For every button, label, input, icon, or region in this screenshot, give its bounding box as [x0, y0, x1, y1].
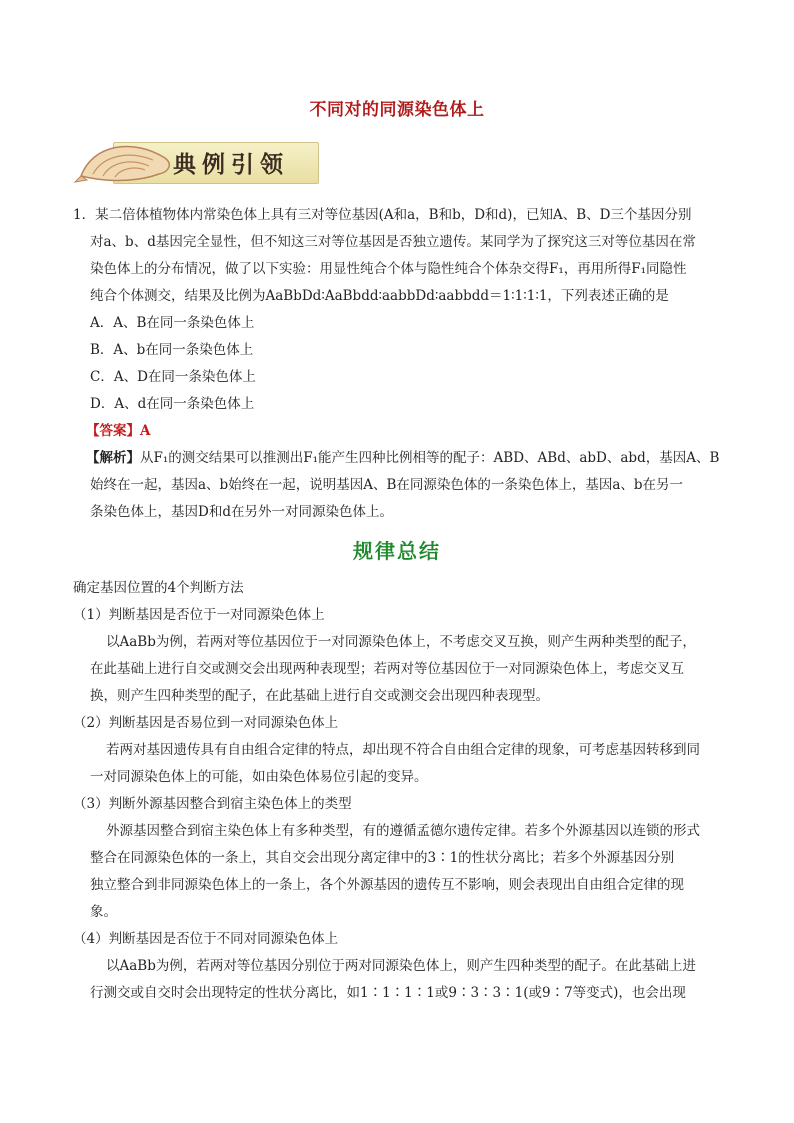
answer-line — [86, 421, 150, 441]
method-3-line-1: 外源基因整合到宿主染色体上有多种类型，有的遵循孟德尔遗传定律。若多个外源基因以连锁的形式 — [106, 823, 700, 839]
method-3-line-4: 象。 — [90, 904, 117, 920]
option-c: C．A、D在同一条染色体上 — [90, 369, 256, 385]
method-3-line-2: 整合在同源染色体的一条上，其自交会出现分离定律中的3∶1的性状分离比；若多个外源基因分别 — [90, 850, 675, 866]
method-3-line-3: 独立整合到非同源染色体上的一条上，各个外源基因的遗传互不影响，则会表现出自由组合定律的现 — [90, 877, 684, 893]
analysis-line-1 — [86, 448, 719, 468]
answer-value: A — [140, 423, 151, 439]
analysis-text-1: 从F₁的测交结果可以推测出F₁能产生四种比例相等的配子：ABD、ABd、abD、abd，基因A、B — [140, 450, 720, 466]
method-1-line-2: 在此基础上进行自交或测交会出现两种表现型；若两对等位基因位于一对同源染色体上，考虑交叉互 — [90, 661, 684, 677]
method-4-line-1: 以AaBb为例，若两对等位基因分别位于两对同源染色体上，则产生四种类型的配子。在此基础上进 — [106, 958, 696, 974]
summary-intro: 确定基因位置的4个判断方法 — [73, 580, 244, 596]
option-b: B．A、b在同一条染色体上 — [90, 342, 254, 358]
method-2-line-1: 若两对基因遗传具有自由组合定律的特点，却出现不符合自由组合定律的现象，可考虑基因转移到同 — [106, 742, 700, 758]
analysis-line-2: 始终在一起，基因a、b始终在一起，说明基因A、B在同源染色体的一条染色体上，基因a、b在另一 — [90, 477, 684, 493]
method-1-line-3: 换，则产生四种类型的配子，在此基础上进行自交或测交会出现四种表现型。 — [90, 688, 549, 704]
method-1-line-1: 以AaBb为例，若两对等位基因位于一对同源染色体上，不考虑交叉互换，则产生两种类型的配子， — [106, 634, 696, 650]
option-d: D．A、d在同一条染色体上 — [90, 396, 255, 412]
option-a: A．A、B在同一条染色体上 — [90, 315, 255, 331]
answer-tag: 【答案】 — [86, 423, 140, 439]
question-line-3: 染色体上的分布情况，做了以下实验：用显性纯合个体与隐性纯合个体杂交得F₁，再用所得F₁同隐性 — [90, 261, 687, 277]
section-banner — [73, 136, 317, 188]
analysis-line-3: 条染色体上，基因D和d在另外一对同源染色体上。 — [90, 504, 393, 520]
method-4-line-2: 行测交或自交时会出现特定的性状分离比，如1∶1∶1∶1或9∶3∶3∶1(或9∶7等变式)，也会出现 — [90, 985, 686, 1001]
method-2-heading: （2）判断基因是否易位到一对同源染色体上 — [73, 715, 339, 731]
question-line-4: 纯合个体测交，结果及比例为AaBbDd∶AaBbdd∶aabbDd∶aabbdd＝1∶1∶1∶1，下列表述正确的是 — [90, 288, 669, 304]
method-2-line-2: 一对同源染色体上的可能，如由染色体易位引起的变异。 — [90, 769, 428, 785]
banner-label: 典例引领 — [173, 151, 289, 178]
question-line-1: 1．某二倍体植物体内常染色体上具有三对等位基因(A和a，B和b，D和d)，已知A、B、D三个基因分别 — [73, 207, 692, 223]
method-3-heading: （3）判断外源基因整合到宿主染色体上的类型 — [73, 796, 352, 812]
summary-title: 规律总结 — [353, 539, 441, 563]
method-1-heading: （1）判断基因是否位于一对同源染色体上 — [73, 607, 325, 623]
page-title: 不同对的同源染色体上 — [309, 100, 485, 120]
conch-shell-icon — [73, 136, 183, 188]
method-4-heading: （4）判断基因是否位于不同对同源染色体上 — [73, 931, 339, 947]
analysis-tag: 【解析】 — [86, 450, 140, 466]
question-line-2: 对a、b、d基因完全显性，但不知这三对等位基因是否独立遗传。某同学为了探究这三对等位基因在常 — [90, 234, 696, 250]
